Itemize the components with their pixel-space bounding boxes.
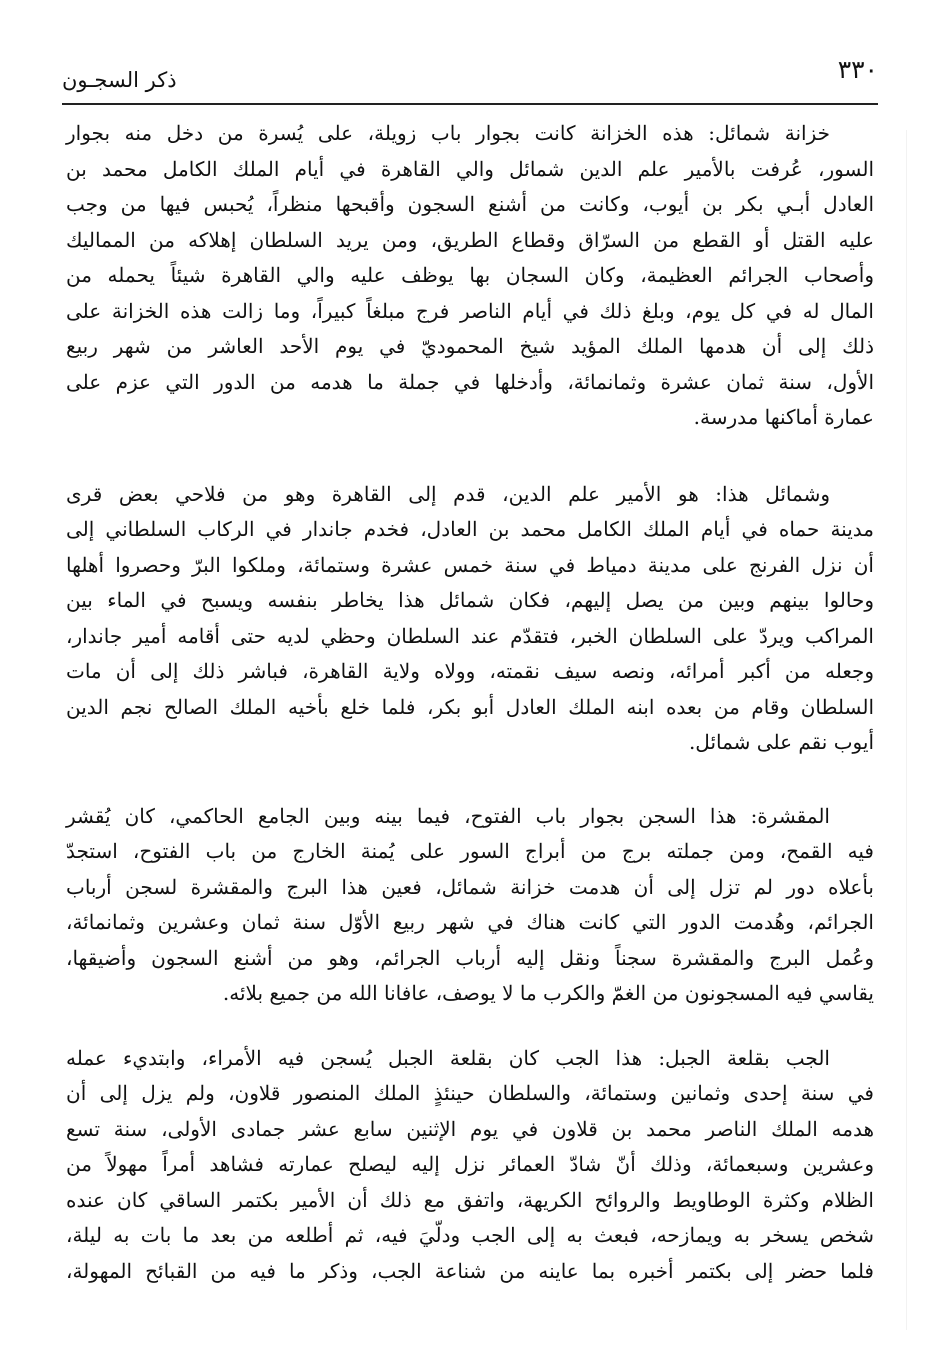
text-line: العادل أبـي بكر بن أيوب، وكانت من أشنع السجون وأقبحها منظراً، يُحبس فيها من وجب (66, 192, 874, 216)
text-line: وأصحاب الجرائم العظيمة، وكان السجان بها يوظف عليه والي القاهرة شيئاً يحمله من (66, 263, 874, 287)
text-line: فيه القمح، ومن جملته برج من أبراج السور على يُمنة الخارج من باب الفتوح، استجدّ (66, 839, 874, 863)
text-line: هدمه الملك الناصر محمد بن قلاون في يوم الإثنين سابع عشر جمادى الأولى، سنة تسع (66, 1116, 874, 1141)
header-rule (62, 103, 878, 105)
text-line: بأعلاه دور لم تزل إلى أن هدمت خزانة شمائل، فعين هذا البرج والمقشرة لسجن أرباب (66, 874, 874, 899)
text-line: المال له في كل يوم، وبلغ ذلك في أيام الناصر فرج مبلغاً كبيراً، وما زالت هذه الخزانة على (66, 298, 874, 323)
text-line: السلطان وقام من بعده ابنه الملك العادل أبو بكر، فلما خلع بأخيه الملك الصالح نجم الدين (66, 694, 874, 719)
text-line: يقاسي فيه المسجونون من الغمّ والكرب ما لا يوصف، عافانا الله من جميع بلائه. (222, 981, 874, 1005)
text-line: عليه القتل أو القطع من السرّاق وقطاع الطريق، ومن يريد السلطان إهلاكه من المماليك (66, 227, 874, 252)
paragraph-spacer (66, 436, 874, 477)
text-line: فلما حضر إلى بكتمر أخبره بما عاينه من شناعة الجب، وذكر ما فيه من القبائح المهولة، (66, 1258, 874, 1283)
text-line: وعُمل البرج والمقشرة سجناً ونقل إليه أرباب الجرائم، وهو من أشنع السجون وأضيقها، (66, 945, 874, 970)
text-line: المراكب ويردّ على السلطان الخبر، فتقدّم عند السلطان وحظي لديه حتى أقامه أمير جاندار، (66, 623, 874, 648)
paragraph-citadel-pit (66, 1041, 874, 1290)
text-line: وشمائل هذا: هو الأمير علم الدين، قدم إلى القاهرة وهو من فلاحي بعض قرى (66, 481, 830, 506)
text-line: أن نزل الفرنج على مدينة دمياط في سنة خمس عشرة وستمائة، وملكوا البرّ وحصروا أهلها (66, 552, 874, 577)
text-line: الجب بقلعة الجبل: هذا الجب كان بقلعة الجبل يُسجن فيه الأمراء، وابتديء عمله (66, 1045, 830, 1070)
text-line: في سنة إحدى وثمانين وستمائة، والسلطان حينئذٍ الملك المنصور قلاون، ولم يزل إلى أن (66, 1081, 874, 1105)
text-line: عمارة أماكنها مدرسة. (693, 405, 874, 429)
text-line: الجرائم، وهُدمت الدور التي كانت هناك في شهر ربيع الأوّل سنة ثمان وعشرين وثمانمائة، (66, 910, 874, 934)
text-line: ذلك إلى أن هدمها الملك المؤيد شيخ المحموديّ في يوم الأحد العاشر من شهر ربيع (66, 334, 874, 358)
body-text (66, 116, 874, 1289)
running-header-title: ذكر السجـون (62, 68, 177, 92)
text-line: وحالوا بينهم وبين من يصل إليهم، فكان شمائل هذا يخاطر بنفسه ويسبح في الماء بين (66, 588, 874, 612)
paragraph-spacer (66, 1012, 874, 1041)
text-line: وعشرين وسبعمائة، وذلك أنّ شادّ العمائر نزل إليه ليصلح عمارته فشاهد أمراً مهولاً من (66, 1152, 874, 1176)
paragraph-muqashshara (66, 799, 874, 1012)
running-header (62, 55, 878, 101)
text-line: مدينة حماه في أيام الملك الكامل محمد بن العادل، فخدم جاندار في الركاب السلطاني إلى (66, 517, 874, 541)
page-edge-shadow (906, 130, 907, 1330)
text-line: خزانة شمائل: هذه الخزانة كانت بجوار باب زويلة، على يُسرة من دخل منه بجوار (66, 121, 830, 145)
text-line: السور، عُرفت بالأمير علم الدين شمائل والي القاهرة في أيام الملك الكامل محمد بن (66, 156, 874, 181)
page-number: ٣٣٠ (837, 55, 878, 84)
text-line: أيوب نقم على شمائل. (688, 730, 874, 754)
text-line: شخص يسخر به ويمازحه، فبعث به إلى الجب ودلّيَ فيه، ثم أطلعه من بعد ما بات به ليلة، (66, 1223, 874, 1247)
paragraph-shamail-prison (66, 116, 874, 436)
text-line: وجعله من أكبر أمرائه، ونصه سيف نقمته، وولاه ولاية القاهرة، فباشر ذلك إلى أن مات (66, 659, 874, 683)
text-line: الأول، سنة ثمان عشرة وثمانمائة، وأدخلها في جملة ما هدمه من الدور التي عزم على (66, 369, 874, 394)
text-line: المقشرة: هذا السجن بجوار باب الفتوح، فيما بينه وبين الجامع الحاكمي، كان يُقشر (66, 803, 830, 828)
paragraph-spacer (66, 761, 874, 799)
text-line: الظلام وكثرة الوطاويط والروائح الكريهة، واتفق مع ذلك أن الأمير بكتمر الساقي كان عنده (66, 1187, 874, 1212)
paragraph-shamail-biography (66, 477, 874, 761)
